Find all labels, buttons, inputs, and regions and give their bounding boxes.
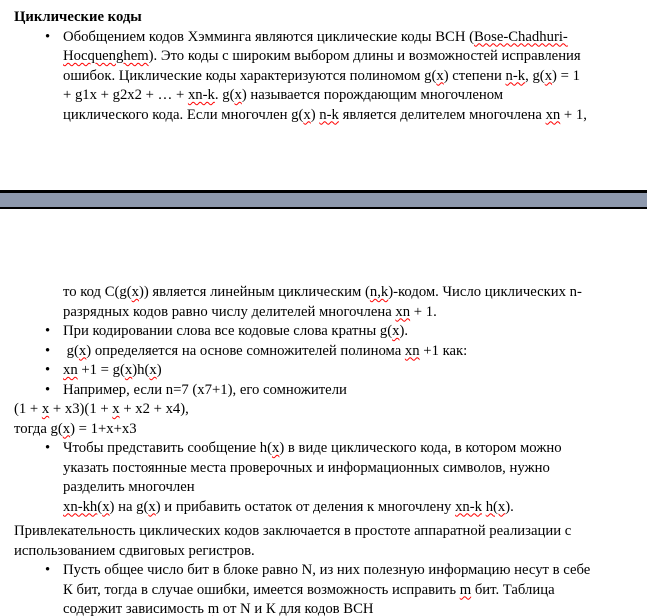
- text-segment: Например, если n=7 (x7+1), его сомножители: [63, 381, 347, 398]
- text-segment: ) на g(: [109, 498, 149, 515]
- misspelled-word: x: [436, 67, 444, 84]
- text-segment: разрядных кодов равно числу делителей многочлена: [63, 303, 396, 320]
- text-segment: + g1x + g2x2 + … +: [63, 87, 188, 103]
- text-line: [0, 600, 647, 616]
- misspelled-word: x: [78, 342, 87, 359]
- misspelled-word: x: [131, 284, 139, 300]
- text-segment: является делителем многочлена: [338, 106, 546, 123]
- misspelled-word: xn: [395, 303, 411, 320]
- text-line: [0, 420, 647, 440]
- text-line: [0, 581, 647, 601]
- misspelled-word: x: [62, 420, 71, 437]
- text-segment: тогда g(: [14, 420, 63, 437]
- text-line: [0, 28, 647, 48]
- misspelled-word: x: [102, 498, 110, 515]
- misspelled-word: m: [459, 581, 472, 598]
- vertical-spacer: [0, 209, 647, 283]
- misspelled-word: n-k: [505, 67, 526, 84]
- misspelled-word: x: [112, 401, 120, 417]
- text-segment: от N и К для кодов BCH: [219, 601, 374, 616]
- text-line: [0, 361, 647, 381]
- text-segment: К бит, тогда в случае ошибки, имеется возможность исправить: [63, 581, 460, 598]
- text-segment: ) в виде циклического кода, в котором можно: [279, 440, 562, 456]
- text-segment: Чтобы представить сообщение h(: [63, 440, 273, 456]
- misspelled-word: m: [207, 601, 220, 616]
- text-segment: + x2 + x4),: [119, 401, 189, 417]
- text-segment: ).: [505, 498, 514, 515]
- text-segment: использованием сдвиговых регистров.: [14, 542, 255, 559]
- bullet-icon: •: [45, 562, 51, 578]
- misspelled-word: x: [544, 67, 553, 84]
- text-segment: + 1.: [410, 303, 437, 320]
- text-line: [0, 459, 647, 479]
- misspelled-word: h(x: [485, 498, 506, 515]
- misspelled-word: x: [124, 362, 133, 378]
- misspelled-word: x: [149, 362, 157, 378]
- bullet-icon: •: [45, 342, 51, 359]
- text-segment: ) определяется на основе сомножителей полинома: [86, 342, 405, 359]
- text-segment: g(: [63, 342, 79, 359]
- text-segment: ) и прибавить остаток от деления к многочлену: [155, 498, 456, 515]
- misspelled-word: x: [41, 401, 50, 417]
- text-segment: то код C(g(: [63, 284, 132, 300]
- text-segment: + 1,: [560, 106, 587, 123]
- text-line: [0, 381, 647, 401]
- bullet-icon: •: [45, 28, 51, 45]
- misspelled-word: xn: [63, 362, 78, 378]
- misspelled-word: xn-k: [187, 87, 215, 103]
- text-segment: содержит зависимость: [63, 601, 208, 616]
- text-segment: )h(: [132, 362, 150, 378]
- text-segment: , g(: [525, 67, 545, 84]
- text-segment: циклического кода. Если многочлен g(: [63, 106, 304, 123]
- text-segment: ): [156, 362, 162, 378]
- text-line: [0, 283, 647, 303]
- text-line: [0, 478, 647, 498]
- text-segment: ) = 1+x+x3: [70, 420, 137, 437]
- text-segment: ошибок. Циклические коды характеризуются полиномом g(: [63, 67, 437, 84]
- misspelled-word: n,k: [369, 284, 389, 300]
- misspelled-word: x: [272, 440, 280, 456]
- text-segment: ) = 1: [552, 67, 580, 84]
- misspelled-word: Hocquenghem: [63, 48, 149, 64]
- text-line: [0, 342, 647, 362]
- misspelled-word: x: [148, 498, 156, 515]
- text-segment: бит. Таблица: [471, 581, 555, 598]
- text-line: [0, 67, 647, 87]
- text-segment: (1 +: [14, 401, 42, 417]
- bullet-icon: •: [45, 323, 51, 339]
- text-line: [0, 322, 647, 342]
- text-segment: Привлекательность циклических кодов заключается в простоте аппаратной реализации с: [14, 523, 572, 539]
- misspelled-word: xn: [545, 106, 561, 123]
- text-segment: )-кодом. Число циклических n-: [388, 284, 582, 300]
- bullet-icon: •: [45, 362, 51, 378]
- page-title: [0, 8, 647, 28]
- bullet-icon: •: [45, 440, 51, 456]
- text-line: [0, 400, 647, 420]
- bullet-icon: •: [45, 381, 51, 398]
- misspelled-word: n-k: [319, 106, 339, 123]
- text-segment: +1 как:: [419, 342, 468, 359]
- text-line: [0, 542, 647, 562]
- misspelled-word: Bose-Chadhuri-: [473, 28, 568, 45]
- text-line: [0, 106, 647, 126]
- text-segment: Обобщением кодов Хэмминга являются циклические коды BCH (: [63, 28, 474, 45]
- vertical-spacer: [0, 125, 647, 190]
- text-segment: Пусть общее число бит в блоке равно N, из них полезную информацию несут в себе: [63, 562, 591, 578]
- misspelled-word: xn: [404, 342, 420, 359]
- text-segment: При кодировании слова все кодовые слова кратны g(: [63, 323, 393, 339]
- text-line: [0, 439, 647, 459]
- text-line: [0, 522, 647, 542]
- text-segment: ) степени: [443, 67, 506, 84]
- text-line: [0, 47, 647, 67]
- text-line: [0, 498, 647, 518]
- text-segment: . g(: [214, 87, 235, 103]
- page-break-band: [0, 190, 647, 209]
- misspelled-word: xn-k: [455, 498, 483, 515]
- text-segment: (: [97, 498, 103, 515]
- misspelled-word: x: [392, 323, 400, 339]
- text-line: [0, 303, 647, 323]
- text-segment: + x3)(1 +: [49, 401, 113, 417]
- text-segment: разделить многочлен: [63, 479, 195, 495]
- misspelled-word: xn-kh: [63, 498, 98, 515]
- text-line: [0, 561, 647, 581]
- text-segment: ): [310, 106, 320, 123]
- text-line: [0, 86, 647, 106]
- misspelled-word: x: [303, 106, 311, 123]
- text-segment: ). Это коды с широким выбором длины и возможностей исправления: [148, 48, 581, 64]
- text-segment: +1 = g(: [77, 362, 125, 378]
- text-segment: )) является линейным циклическим (: [138, 284, 370, 300]
- misspelled-word: x: [234, 87, 242, 103]
- text-segment: указать постоянные места проверочных и информационных символов, нужно: [63, 459, 550, 476]
- text-segment: ).: [399, 323, 409, 339]
- text-segment: Циклические коды: [14, 9, 142, 25]
- text-segment: ) называется порождающим многочленом: [241, 87, 504, 103]
